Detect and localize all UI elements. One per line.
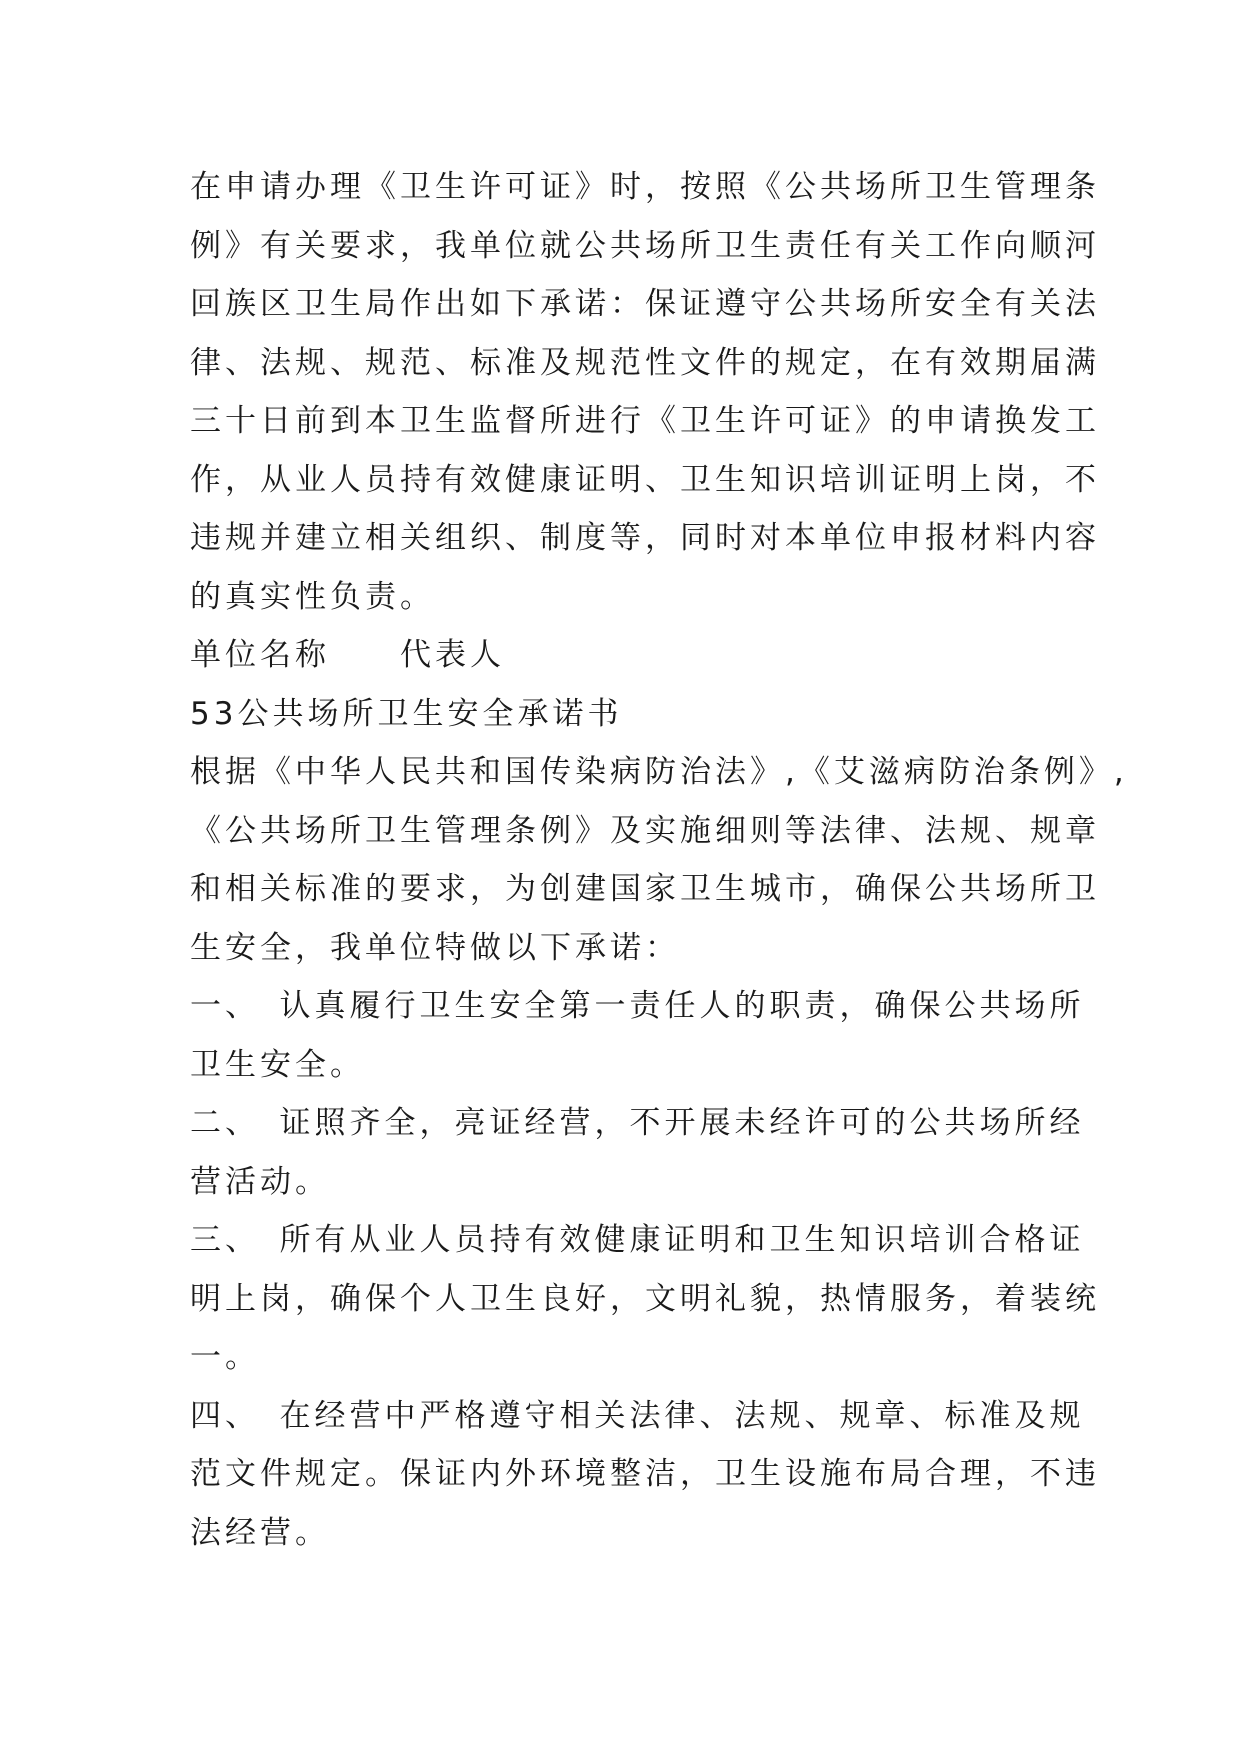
text-line: 的真实性负责。 (190, 578, 435, 615)
text-line: 《公共场所卫生管理条例》及实施细则等法律、法规、规章 (190, 812, 1100, 849)
text-line: 回族区卫生局作出如下承诺：保证遵守公共场所安全有关法 (190, 286, 1100, 322)
text-line: 例》有关要求，我单位就公共场所卫生责任有关工作向顺河 (190, 227, 1100, 264)
text-line: 违规并建立相关组织、制度等，同时对本单位申报材料内容 (190, 520, 1100, 556)
list-item: 三、 所有从业人员持有效健康证明和卫生知识培训合格证 (190, 1222, 1085, 1258)
text-line: 三十日前到本卫生监督所进行《卫生许可证》的申请换发工 (190, 403, 1100, 439)
text-line: 卫生安全。 (190, 1046, 365, 1083)
text-line: 营活动。 (190, 1163, 330, 1200)
list-item: 二、 证照齐全，亮证经营，不开展未经许可的公共场所经 (190, 1105, 1085, 1141)
text-line: 生安全，我单位特做以下承诺： (190, 929, 680, 966)
list-item: 一、 认真履行卫生安全第一责任人的职责，确保公共场所 (190, 988, 1085, 1024)
text-line: 和相关标准的要求，为创建国家卫生城市，确保公共场所卫 (190, 871, 1100, 907)
text-line: 在申请办理《卫生许可证》时，按照《公共场所卫生管理条 (190, 169, 1100, 205)
text-line: 明上岗，确保个人卫生良好，文明礼貌，热情服务，着装统 (190, 1280, 1100, 1317)
text-line: 根据《中华人民共和国传染病防治法》,《艾滋病防治条例》, (190, 754, 1128, 790)
text-line: 范文件规定。保证内外环境整洁，卫生设施布局合理，不违 (190, 1456, 1100, 1492)
text-line: 律、法规、规范、标准及规范性文件的规定，在有效期届满 (190, 344, 1100, 381)
text-line: 作，从业人员持有效健康证明、卫生知识培训证明上岗，不 (190, 461, 1100, 498)
section-title: 53公共场所卫生安全承诺书 (190, 695, 623, 732)
text-line: 一。 (190, 1339, 260, 1375)
text-line: 法经营。 (190, 1514, 330, 1551)
document-body (190, 158, 1128, 1562)
signature-line: 单位名称 代表人 (190, 637, 505, 673)
list-item: 四、 在经营中严格遵守相关法律、法规、规章、标准及规 (190, 1397, 1085, 1434)
